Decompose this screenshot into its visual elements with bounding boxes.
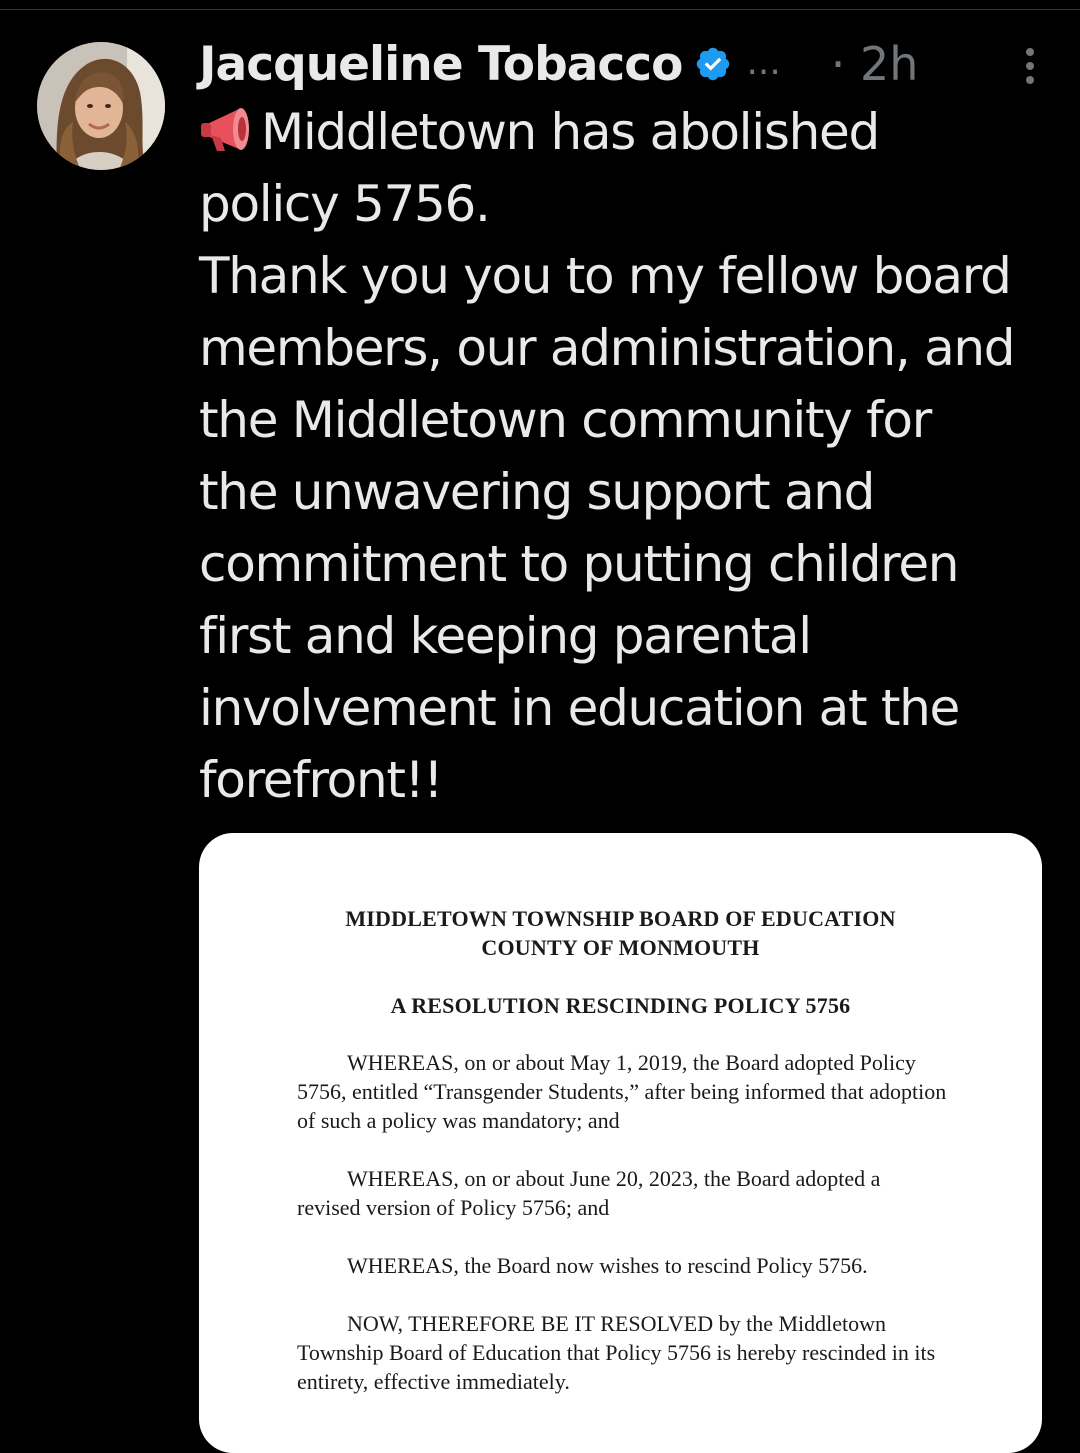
profile-avatar[interactable] — [37, 42, 165, 170]
doc-header-line2: COUNTY OF MONMOUTH — [481, 935, 760, 960]
more-options-icon[interactable] — [1023, 46, 1037, 86]
author-name[interactable]: Jacqueline Tobacco — [199, 36, 683, 92]
avatar-photo-icon — [37, 42, 165, 170]
tweet-body — [199, 96, 1059, 816]
tweet-text: Middletown has abolished policy 5756. Thank you you to my fellow board members, our administration, and the Middletown community for the unwavering support and commitment to putting children first and keeping parental involvement in education at the forefront!! — [199, 103, 1015, 809]
tweet-header — [199, 32, 1039, 96]
verified-badge-icon[interactable] — [694, 45, 732, 83]
tweet-timestamp[interactable]: · 2h — [830, 37, 919, 91]
doc-paragraph: WHEREAS, the Board now wishes to rescind Policy 5756. — [347, 1253, 868, 1278]
doc-title: A RESOLUTION RESCINDING POLICY 5756 — [390, 993, 851, 1018]
truncation-ellipsis: ... — [746, 41, 781, 83]
attached-document-image[interactable] — [199, 833, 1042, 1453]
doc-paragraph: WHEREAS, on or about June 20, 2023, the Board adopted a revised version of Policy 5756; and — [297, 1166, 881, 1220]
top-divider — [0, 9, 1080, 10]
megaphone-icon — [199, 104, 261, 156]
doc-paragraph: NOW, THEREFORE BE IT RESOLVED by the Middletown Township Board of Education that Policy 5756 is hereby rescinded in its entirety, effective immediately. — [297, 1311, 936, 1394]
doc-header-line1: MIDDLETOWN TOWNSHIP BOARD OF EDUCATION — [345, 906, 896, 931]
doc-paragraph: WHEREAS, on or about May 1, 2019, the Board adopted Policy 5756, entitled “Transgender Students,” after being informed that adoption of such a policy was mandatory; and — [297, 1050, 947, 1133]
